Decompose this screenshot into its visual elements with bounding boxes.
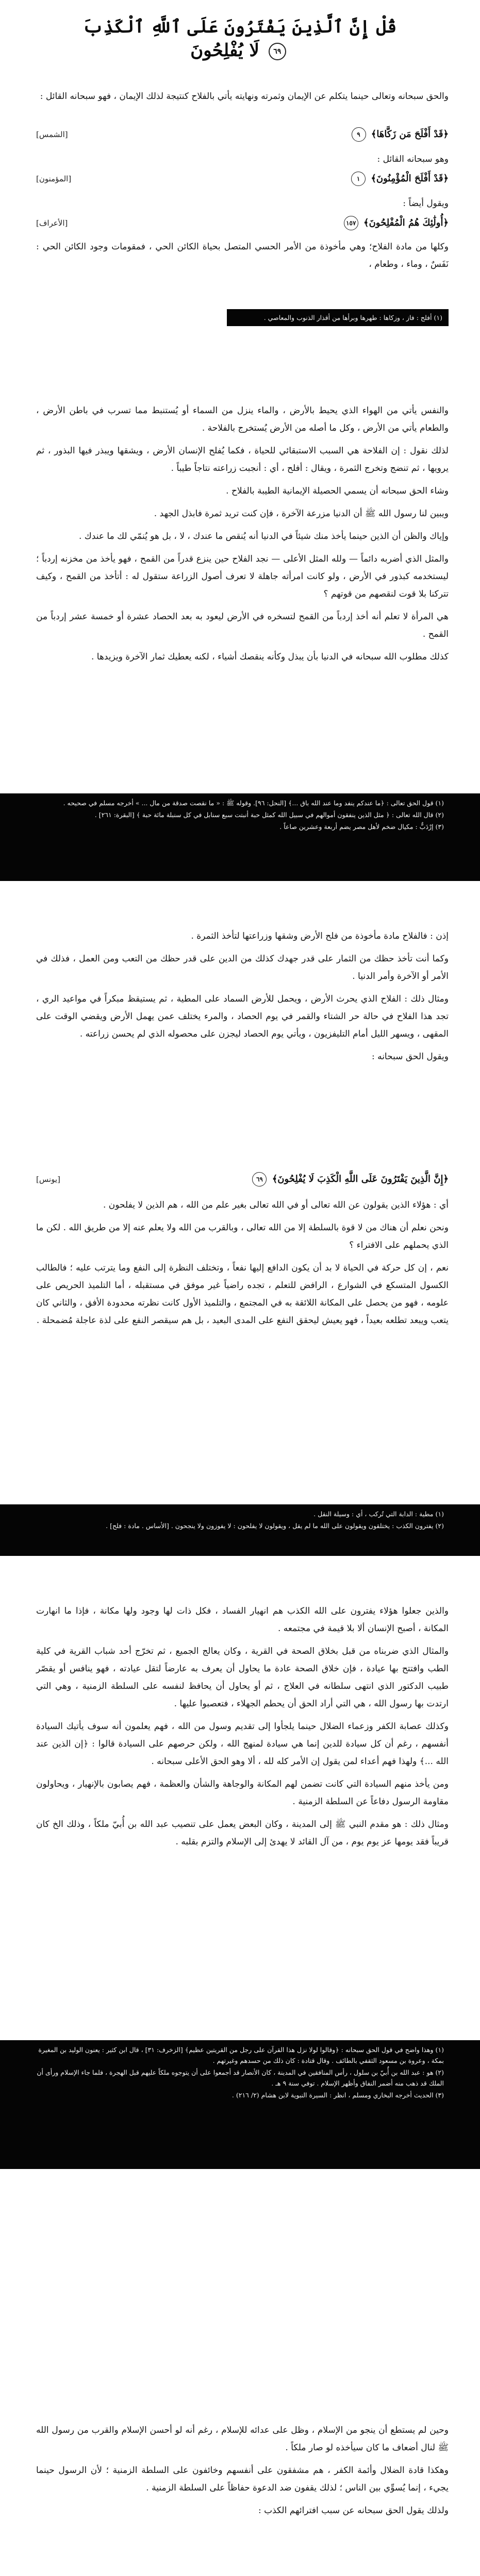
paragraph: لذلك نقول : إن الفلاحة هي السبب الاستبقائي للحياة ، فكما يُفلح الإنسان الأرض ، ويشقها ويبذر فيها البذور ، ثم يرويها ، ثم تنضج وتخرج الثمرة ، ويقال : أفلح ، أي : أنجبت زراعته نتاجاً طيباً .: [36, 446, 449, 473]
paragraph: ويبين لنا رسول الله ﷺ أن الدنيا مزرعة الآخرة ، فإن كنت تريد ثمرة فابذل الجهد .: [154, 509, 449, 519]
paragraph: ومثال ذلك : هو مقدم النبي ﷺ إلى المدينة ، وكان البعض يعمل على تنصيب عبد الله بن أُبيّ ملكاً ، وذلك الخ كان قريباً فقد يومها عز يوم يوم ، من آل القائد لا يهدئ إلى الإسلام والتزم بقلبه .: [36, 1819, 449, 1847]
verse-text: ﴿قَدْ أَفْلَحَ الْمُؤْمِنُونَ﴾: [371, 173, 449, 184]
intro-verse-2: [36, 170, 449, 188]
section3-bottom: [36, 1196, 449, 1334]
paragraph: ونحن نعلم أن هناك من لا قوة بالسلطة إلا من الله تعالى ، وبالقرب من الله ولا يعلم عنه إلا من طريق الله . لكن ما الذي يحملهم على الافتراء ؟: [36, 1223, 449, 1250]
section2: [36, 402, 449, 671]
intro-verse-1: [36, 126, 449, 143]
paragraph: ولذلك يقول الحق سبحانه عن سبب افترائهم الكذب :: [258, 2505, 449, 2516]
paragraph: وكذلك عصابة الكفر وزعماء الضلال حينما يلجأوا إلى تقديم وسول من الله ، فهم يعلمون أنه سوف يأتيك السيادة أنفسهم ، رغم أن كل سيادة للدين إنما هي سيادة لمنهج الله ، ولكن حرصهم على السيادة قالوا : ﴿إن الذين عند الله ...﴾ ولهذا فهم أعداء لمن يقول إن الأمر كله لله ، ألا وهو الحق الأعلى سبحانه .: [36, 1721, 449, 1767]
footnote-block-3: [0, 1504, 480, 1556]
footnote-1: (١) أفلح : فاز ، وزكاها : طهرها وبرأها من أقذار الذنوب والمعاصي .: [227, 309, 449, 326]
paragraph: كذلك مطلوب الله سبحانه في الدنيا بأن يبذل وكأنه ينقصك أشياء ، لكنه يعطيك ثمار الآخرة ويزيدها .: [91, 652, 449, 662]
paragraph: ومن يأخذ منهم السيادة التي كانت تضمن لهم المكانة والوجاهة والشأن والعظمة ، فهم يصابون بالإنهيار ، ويحاولون مقاومة الرسول دفاعاً عن السلطة الزمنية .: [36, 1779, 449, 1807]
header-verse-line2-row: [41, 39, 438, 63]
header-verse-line1: قُلْ إِنَّ ٱلَّذِينَ يَفْتَرُونَ عَلَى ٱللَّهِ ٱلْكَذِبَ: [82, 16, 397, 37]
section5: [36, 2421, 449, 2524]
intro-paragraph-4: وكلها من مادة الفلاح؛ وهي مأخوذة من الأمر الحسي المتصل بحياة الكائن الحي ، فمقومات وجود الكائن الحي : نَفَسٌ ، وماء ، وطعام ،: [36, 242, 449, 269]
section3-verse: [36, 1171, 449, 1188]
footnote-item: (١) مطية : الدابة التي تُركب ، أي : وسيلة النقل .: [313, 1510, 444, 1518]
paragraph: وكما أنت تأخذ حظك من الثمار على قدر جهدك كذلك من الدين على قدر حظك من التعب ومن العمل ، فذلك في الأمر أو الآخرة وأمر الدنيا .: [36, 954, 449, 981]
footnote-item: (٣) إرْدَبٌّ : مكيال ضخم لأهل مصر يضم أربعة وعشرين صاعاً .: [279, 823, 444, 831]
surah-reference: [الأعراف]: [36, 218, 68, 228]
header-verse-line2: لَا يُفْلِحُونَ: [190, 40, 259, 61]
intro-paragraph-3: ويقول أيضاً :: [403, 198, 449, 209]
paragraph: والنفس يأتي من الهواء الذي يحيط بالأرض ، والماء ينزل من السماء أو يُستنبط مما تسرب في باطن الأرض ، والطعام يأتي من الأرض ، وكل ما أصله من الأرض يُستخرج بالفلاحة .: [36, 405, 449, 433]
verse-number-ornament: ٦٩: [252, 1172, 267, 1187]
paragraph: أي : هؤلاء الذين يقولون عن الله تعالى أو في الله تعالى بغير علم من الله ، هم الذين لا يفلحون .: [103, 1200, 449, 1210]
footnote-item: (١) وهذا واضح في قول الحق سبحانه : ﴿وقالوا لولا نزل هذا القرآن على رجل من القريتين عظيم﴾ [الزخرف: ٣١] ، قال ابن كثير : يعنون الوليد بن المغيرة بمكة ، وعروة بن مسعود الثقفي بالطائف . وقال قتادة : كان ذلك من حسدهم وغيرتهم .: [38, 2046, 444, 2064]
intro-verse-3: [36, 214, 449, 232]
verse-number-ornament: ١: [351, 172, 366, 186]
paragraph: ومثال ذلك : الفلاح الذي يحرث الأرض ، ويحمل للأرض السماد على المطية ، ثم يستيقظ مبكراً في مواعيد الري ، تجد هذا الفلاح في حالة حر الشتاء والقمر في يوم الحصاد ، والمرء يختلف عمن يهمل الأرض ويقضي الوقت على المقهى ، ويسهر الليل أمام التليفزيون ، ويأتي يوم الحصاد ليجزن على محصوله الذي لم يحسن زراعته .: [36, 994, 449, 1039]
footnote-item: (٣) الحديث أخرجه البخاري ومسلم ، انظر : السيرة النبوية لابن هشام (٢/ ٢١٦) .: [231, 2091, 444, 2099]
paragraph: هي المرأة لا تعلم أنه أخذ إردباً من القمح لتسخره في الأرض ليعود به بعد الحصاد عشرة أو خمسة عشر إردباً من القمح .: [36, 612, 449, 639]
paragraph: نعم ، إن كل حركة في الحياة لا بد أن يكون الدافع إليها نفعاً ، وتختلف النظرة إلى النفع وما يترتب عليه ؛ فالطالب الكسول المتسكع في الشوارع ، الرافض للتعلم ، تجده راضياً غير موفق في مستقبله ، أما التلميذ الحريص على علومه ، فهو من يحصل على المكانة اللائقة به في المجتمع ، والتلميذ الأول كانت نظرته محدودة الأفق ، والثاني كان يتعب ويبعد تطلعه بعيداً ، فهو يعيش ليحقق النفع على المدى البعيد ، بل هم سيقصر النفع على لذة عاجلة مُضمحلة .: [36, 1263, 449, 1326]
section4: [36, 1602, 449, 1856]
header-verse: [41, 15, 438, 63]
footnote-item: (٢) هو : عبد الله بن أُبيّ بن سلول ، رأس المنافقين في المدينة ، كان الأنصار قد أجمعوا على أن يتوجوه ملكاً عليهم قبل الهجرة ، فلما جاء الإسلام ورأى أن الملك قد ذهب منه أضمر النفاق وأظهر الإسلام . توفي سنة ٩ هـ .: [37, 2069, 444, 2087]
intro-paragraph-2: وهو سبحانه القائل :: [377, 154, 449, 164]
paragraph: والذين جعلوا هؤلاء يفترون على الله الكذب هم انهيار الفساد ، فكل ذات لها وجود ولها مكانة ، فإذا ما انهارت المكانة ، أصبح الإنسان ألا بلا قيمة في مجتمعه .: [36, 1606, 449, 1634]
surah-reference: [يونس]: [36, 1175, 60, 1184]
paragraph: ويقول الحق سبحانه :: [371, 1052, 449, 1062]
verse-text: ﴿قَدْ أَفْلَحَ مَن زَكَّاهَا﴾: [371, 129, 449, 140]
intro-paragraph-1: والحق سبحانه وتعالى حينما يتكلم عن الإيمان وثمرته ونهايته يأتي بالفلاح كنتيجة لذلك الإيمان ، فهو سبحانه القائل :: [40, 91, 449, 101]
paragraph: وهكذا قادة الضلال وأئمة الكفر ، هم مشفقون على أنفسهم وخائفون على السلطة الزمنية ؛ لأن الرسول حينما يجيء ، إنما يُسوِّي بين الناس ؛ لذلك يقفون ضد الدعوة حفاظاً على السلطة الزمنية .: [36, 2465, 449, 2493]
surah-reference: [المؤمنون]: [36, 174, 72, 183]
footnote-item: (٢) يفترون الكذب : يختلقون ويقولون على الله ما لم يقل ، ويقولون لا يفلحون : لا يفوزون ولا ينجحون . [الأساس . مادة : فلح] .: [106, 1522, 444, 1530]
footnote-item: (١) قول الحق تعالى : ﴿ما عندكم ينفد وما عند الله باق ...﴾ [النحل: ٩٦]. وقوله ﷺ : « ما نقصت صدقة من مال ... » أخرجه مسلم في صحيحه .: [63, 799, 444, 807]
section3-top: [36, 927, 449, 1071]
footnote-block-2: [0, 793, 480, 881]
paragraph: وشاء الحق سبحانه أن يسمي الحصيلة الإيمانية الطيبة بالفلاح .: [226, 486, 449, 496]
paragraph: وحين لم يستطع أن ينجو من الإسلام ، وظل على عدائه للإسلام ، رغم أنه لو أحسن الإسلام والقرب من رسول الله ﷺ لنال أضعاف ما كان سيأخذه لو صار ملكاً .: [36, 2425, 449, 2453]
verse-number-ornament: ١٥٧: [344, 216, 358, 230]
verse-number-ornament: ٩: [352, 127, 366, 142]
paragraph: إذن : فالفلاح مادة مأخوذة من فلح الأرض وشقها وزراعتها لتأخذ الثمرة .: [191, 931, 449, 941]
paragraph: والمثال الذي ضربناه من قبل بخلاق الصحة في القرية ، وكان يعالج الجميع ، ثم تخرّج أحد شباب القرية في كلية الطب وافتتح بها عيادة ، فإن خلاق الصحة عادة ما يحاول أن يعرف به عارضاً لتقل عيادته ، فهو ينافس أو يقصّر طبيب الدكتور الذي انتهى سلطانه في العلاج ، ثم أو يحاول أن يحافظ لنفسه على السلطة الزمنية ، وهي التي ارتدت بها رسول الله ، هي التي أراد الحق أن يحطم الجهلاء ، فتعصبوا عليها .: [36, 1646, 449, 1709]
verse-number-ornament: ٦٩: [269, 43, 286, 60]
verse-text: ﴿أُولَٰئِكَ هُمُ الْمُفْلِحُونَ﴾: [363, 217, 449, 228]
footnote-block-4: [0, 2040, 480, 2169]
verse-text: ﴿إِنَّ الَّذِينَ يَفْتَرُونَ عَلَى اللَّهِ الْكَذِبَ لَا يُفْلِحُونَ﴾: [272, 1174, 449, 1184]
footnote-item: (٢) قال الله تعالى : ﴿ مثل الذين ينفقون أموالهم في سبيل الله كمثل حبة أنبتت سبع سنابل في كل سنبلة مائة حبة ﴾ [البقرة: ٢٦١] .: [94, 811, 444, 819]
paragraph: والمثل الذي أضربه دائماً — ولله المثل الأعلى — نجد الفلاح حين ينزع قدراً من القمح ، فهو يأخذ من مخزنه إردباً ؛ ليستخدمه كبذور في الأرض ، ولو كانت امرأته جاهلة لا تعرف أصول الزراعة ستقول له : أتأخذ من القمح ، وكيف تتركنا بلا قوت لنقصهم من قوتهم ؟: [36, 554, 449, 599]
paragraph: وإياك والظن أن الذين حينما يأخذ منك شيئاً في الدنيا أنه يُنقص ما عندك ، لا ، بل هو يُنمّي لك ما عندك .: [78, 531, 449, 541]
surah-reference: [الشمس]: [36, 130, 68, 139]
